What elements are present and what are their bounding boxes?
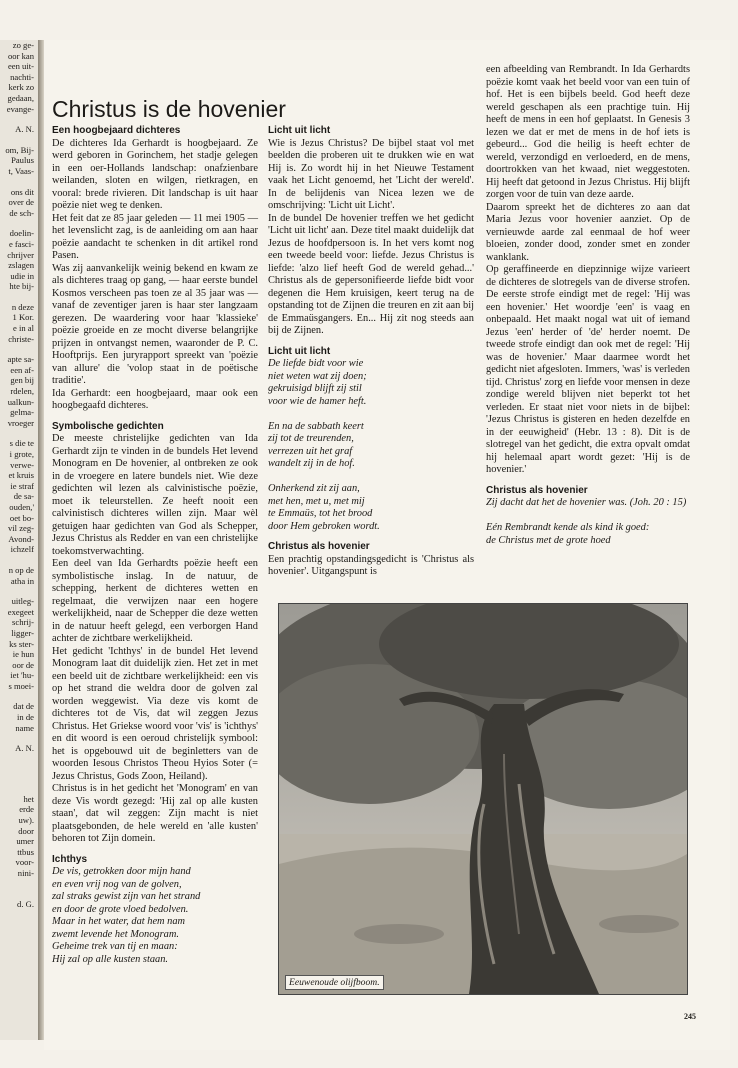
margin-text-line: uitleg- — [11, 596, 34, 607]
margin-text-line: hte bij- — [9, 281, 34, 292]
margin-text-line: name — [15, 722, 34, 733]
margin-text-line: chrijver — [7, 249, 34, 260]
margin-text-line: nini- — [17, 868, 34, 878]
margin-text-line: d. G. — [17, 898, 34, 909]
margin-text-line: iet 'hu- — [10, 670, 34, 681]
margin-text-line: et kruis — [8, 470, 34, 481]
margin-text-line — [0, 733, 38, 743]
margin-text-line: ons dit — [10, 186, 34, 197]
margin-text-line: voor- — [15, 857, 34, 868]
column-2 — [268, 125, 474, 579]
margin-text-line — [0, 754, 38, 764]
margin-text-line: het — [23, 793, 34, 804]
margin-text-line: ouden,' — [9, 501, 34, 512]
paragraph: Een prachtig opstandingsgedicht is 'Christus als hovenier'. Uitgangspunt is — [268, 553, 474, 577]
margin-text-line — [0, 691, 38, 701]
margin-text-line: een af- — [10, 364, 34, 375]
paragraph: Het gedicht 'Ichthys' in de bundel Het levend Monogram laat dit duidelijk zien. Het zet in met een beeld uit de zichtbare werkelijkheid: een vis op het strand die weldra door de golven zal worden weggewist. Via deze vis komt de dichteres tot de Vis, dat wil zeggen Jezus Christus. Het Griekse woord voor 'vis' is 'ichthys' en dit woord is een oeroud christelijk symbool: het is opgebouwd uit de beginletters van de woorden Iesous Christos Theou Hyios Soter (= Jezus Christus, Gods Zoon, Heiland). — [52, 645, 258, 782]
page-number: 245 — [684, 1012, 696, 1021]
margin-text-line: dat de — [13, 701, 34, 712]
section-heading: Licht uit licht — [268, 345, 331, 357]
paragraph: Op geraffineerde en diepzinnige wijze varieert de dichteres de slotregels van de diverse strofen. De eerste strofe eindigt met de regel: 'Hij was een hovenier.' Het woordje 'een' is vaag en onbepaald. Het maakt nogal wat uit of iemand Jezus 'een' herder of 'de' herder noemt. De tweede strofe eindigt dan ook met de regel: 'Hij was de hovenier.' Maar daarmee wordt het gedicht niet afgesloten. Immers, 'was' is verleden tijd. Christus' zorg en liefde voor mensen in deze zondige wereld blijven niet beperkt tot het verleden. Er staat niet voor niets in de bijbel: 'Jezus Christus is gisteren en heden dezelfde en in der eeuwigheid' (Hebr. 13 : 8). Dit is de slotregel van het gedicht, die extra opvalt omdat hij helemaal apart wordt gezet: 'Hij is de hovenier.' — [486, 264, 690, 475]
photo-caption: Eeuwenoude olijfboom. — [285, 975, 384, 990]
margin-text-line — [0, 555, 38, 565]
margin-text-line: e in al — [13, 323, 34, 334]
margin-text-line — [0, 774, 38, 784]
margin-text-line: ichzelf — [10, 544, 34, 555]
margin-text-line — [0, 879, 38, 889]
margin-text-line: gen bij — [10, 375, 34, 386]
paragraph: Daarom spreekt het de dichteres zo aan dat Maria Jezus voor hovenier aanziet. Op de vernieuwde aarde zal eenmaal de hof weer bloeien, zonder dood, zonder smet en zonder wanklank. — [486, 201, 690, 263]
margin-text-line: verwe- — [10, 459, 34, 470]
margin-text-line: Avond- — [8, 533, 34, 544]
paragraph: Christus is in het gedicht het 'Monogram' en van deze Vis wordt gezegd: 'Hij zal op alle kusten staan', dat wil zeggen: Zijn macht is niet plaatsgebonden, de hele wereld en 'alle kusten' behoren tot Zijn domein. — [52, 783, 258, 844]
margin-text-line: s die te — [9, 438, 34, 449]
margin-text-line — [0, 586, 38, 596]
paragraph: Een deel van Ida Gerhardts poëzie heeft een symbolistische inslag. In de natuur, de schepping, herkent de dichteres wetten en regelmaat, die verwijzen naar een hogere werkelijkheid, naar de Schepper die deze wetten in de natuur heeft gelegd, een verborgen Hand achter de zichtbare werkelijkheid. — [52, 558, 258, 644]
paragraph: Was zij aanvankelijk weinig bekend en kwam ze als dichteres traag op gang, — haar eerste bundel Kosmos verscheen pas toen ze al 35 jaar was — vanaf de zeventiger jaren is haar ster langzaam gerezen. De waardering voor haar 'klassieke' poëzie groeide en ze mocht diverse belangrijke prijzen in ontvangst nemen, waaronder de P. C. Hooftprijs. Een juryrapport spreekt van 'poëzie van allure' die 'volop staat in de poëtische traditie'. — [52, 262, 258, 386]
margin-text-line: n op de — [8, 564, 34, 575]
olive-tree-photo — [278, 603, 688, 995]
margin-text-line: umer — [16, 836, 34, 847]
section-heading: Christus als hovenier — [486, 484, 588, 496]
poem-text: Zij dacht dat het de hovenier was. (Joh. 20 : 15) Eén Rembrandt kende als kind ik goed: de Christus met de grote hoed — [486, 497, 687, 546]
margin-text-line: ttbus — [17, 846, 34, 857]
margin-text-line: t, Vaas- — [8, 165, 34, 176]
margin-text-line: Paulus — [11, 155, 34, 166]
margin-text-line — [0, 428, 38, 438]
margin-text-line: christe- — [8, 333, 34, 344]
paragraph: een afbeelding van Rembrandt. In Ida Gerhardts poëzie komt vaak het beeld voor van een tuin of hof. Het is een bijbels beeld. God heeft deze wereld geschapen als een prachtige tuin. Hij heeft de mens in een hof geplaatst. In Genesis 3 lezen we dat er met de mens in de hof iets is gebeurd... God die heilig is heeft echter de wereld, verzondigd en verloederd, en de mens, doortrokken van het kwaad, niet weggestoten. Hij heeft dat getoond in Jezus Christus. Hij blijft zorgen voor de tuin van deze aarde. — [486, 64, 690, 200]
column-1 — [52, 125, 258, 966]
section-heading: Een hoogbejaard dichteres — [52, 125, 181, 136]
margin-text-line: schrij- — [12, 617, 34, 628]
section-heading: Christus als hovenier — [268, 541, 370, 552]
margin-text-line: e fasci- — [8, 238, 34, 249]
margin-text-line: uw). — [18, 815, 34, 826]
margin-text-line: apte sa- — [7, 354, 34, 365]
margin-text-line: evange- — [6, 103, 34, 114]
margin-text-line: gedaan, — [7, 92, 34, 103]
margin-text-line: een uit- — [7, 61, 34, 72]
margin-text-line: n deze — [11, 301, 34, 312]
olive-tree-image — [279, 604, 687, 994]
margin-text-line: 1 Kor. — [12, 312, 34, 323]
margin-text-line: ualkun- — [7, 396, 34, 407]
margin-text-line — [0, 177, 38, 187]
paragraph: Ida Gerhardt: een hoogbejaard, maar ook een hoogbegaafd dichteres. — [52, 387, 258, 411]
paragraph: Wie is Jezus Christus? De bijbel staat vol met beelden die proberen uit te drukken wie en wat Hij is. Zo wordt hij in het Nieuwe Testament vaak het Licht genoemd, het 'Licht der wereld'. In de belijdenis van Nicea lezen we de omschrijving: 'Licht uit Licht'. — [268, 137, 474, 211]
paragraph: In de bundel De hovenier treffen we het gedicht 'Licht uit licht' aan. Deze titel maakt duidelijk dat Jezus de hoofdpersoon is. In het vers komt nog een tweede beeld voor: liefde. Jezus Christus is liefde: 'alzo lief heeft God de wereld gehad...' Christus als de gepersonifieerde liefde bidt voor degenen die Hem kruisigen, keert terug na de opstanding tot de Zijnen die treuren en zit aan bij de Emmaüsgangers. En... Hij zit nog steeds aan bij de Zijnen. — [268, 212, 474, 336]
margin-text-line: doelin- — [9, 228, 34, 239]
previous-page-margin — [0, 40, 39, 1040]
margin-text-line: i grote, — [9, 449, 34, 459]
margin-text-line: udie in — [10, 270, 34, 281]
margin-text-line: erde — [19, 804, 34, 815]
margin-text-line: oet bo- — [9, 512, 34, 523]
section-heading: Licht uit licht — [268, 125, 331, 136]
poem-text: De vis, getrokken door mijn hand en even vrij nog van de golven, zal straks gewist zijn van het strand en door de grote vloed bedolven. Maar in het water, dat hem nam zwemt levende het Monogram. Geheime trek van tij en maan: Hij zal op alle kusten staan. — [52, 866, 201, 965]
margin-text-line — [0, 218, 38, 228]
margin-text-line: ks ster- — [9, 638, 34, 649]
margin-text-line: om, Bij- — [5, 144, 34, 155]
margin-text-line: over de — [8, 197, 34, 208]
margin-text-line: A. N. — [15, 743, 34, 754]
margin-text-line: door — [18, 825, 34, 836]
paragraph: Het feit dat ze 85 jaar geleden — 11 mei 1905 — het levenslicht zag, is de aanleiding om aan haar poëzie aandacht te schenken in dit artikel rond Pasen. — [52, 212, 258, 261]
margin-text-line: de sa- — [13, 491, 34, 502]
article-title: Christus is de hovenier — [52, 96, 286, 122]
margin-text-line: ie hun — [12, 649, 34, 660]
column-3 — [486, 64, 690, 547]
margin-text-line: de sch- — [9, 207, 34, 218]
paragraph: De meeste christelijke gedichten van Ida Gerhardt zijn te vinden in de bundels Het levend Monogram en De hovenier, al ontbreken ze ook in de vroegere en latere bundels niet. Wie deze gedichten wil lezen als calvinistische poëzie, moet ik teleurstellen. Ze heeft nooit een calvinistisch dichteres willen zijn. Maar wèl getuigen haar gedichten van God als Schepper, Jezus Christus als Redder en van een christelijke toekomstverwachting. — [52, 433, 258, 557]
margin-text-line: zslagen — [8, 260, 34, 271]
margin-text-line: s moei- — [8, 680, 34, 691]
margin-text-line: oor kan — [7, 50, 34, 61]
margin-text-line — [0, 889, 38, 899]
margin-text-line: in de — [17, 712, 34, 723]
margin-text-line: nachti- — [10, 71, 34, 82]
margin-text-line: vil zeg- — [7, 523, 34, 534]
paragraph: De dichteres Ida Gerhardt is hoogbejaard. Ze werd geboren in Gorinchem, het stadje gelegen in een oer-Hollands landschap: onafzienbare weilanden, sloten en wilgen, rietkragen, en vooral: brede rivieren. Dit landschap is uit haar poëzie niet weg te denken. — [52, 137, 258, 211]
margin-text-line: zo ge- — [12, 40, 34, 50]
margin-text-line: atha in — [10, 575, 34, 586]
margin-text-line: vroeger — [7, 417, 34, 428]
margin-text-line — [0, 344, 38, 354]
poem-text: De liefde bidt voor wie niet weten wat zij doen; gekruisigd blijft zij stil voor wie de hamer heft. En na de sabbath keert zij tot de treurenden, verrezen uit het graf wandelt zij in de hof. Onherkend zit zij aan, met hen, met u, met mij te Emmaüs, tot het brood door Hem gebroken wordt. — [268, 358, 380, 532]
margin-text-line: gelma- — [10, 407, 34, 418]
margin-text-line: A. N. — [15, 124, 34, 135]
margin-text-line — [0, 784, 38, 794]
section-heading: Ichthys — [52, 853, 88, 865]
margin-text-line: ie straf — [10, 480, 34, 491]
margin-text-line: exegeet — [7, 606, 34, 617]
section-heading: Symbolische gedichten — [52, 420, 164, 432]
margin-text-line: kerk zo — [8, 82, 34, 93]
margin-text-line — [0, 764, 38, 774]
margin-text-line: oor de — [12, 659, 34, 670]
margin-text-line — [0, 114, 38, 124]
margin-text-line — [0, 292, 38, 302]
margin-text-line: rdelen, — [10, 386, 34, 397]
margin-text-line: ligger- — [11, 627, 34, 638]
margin-text-line — [0, 135, 38, 145]
